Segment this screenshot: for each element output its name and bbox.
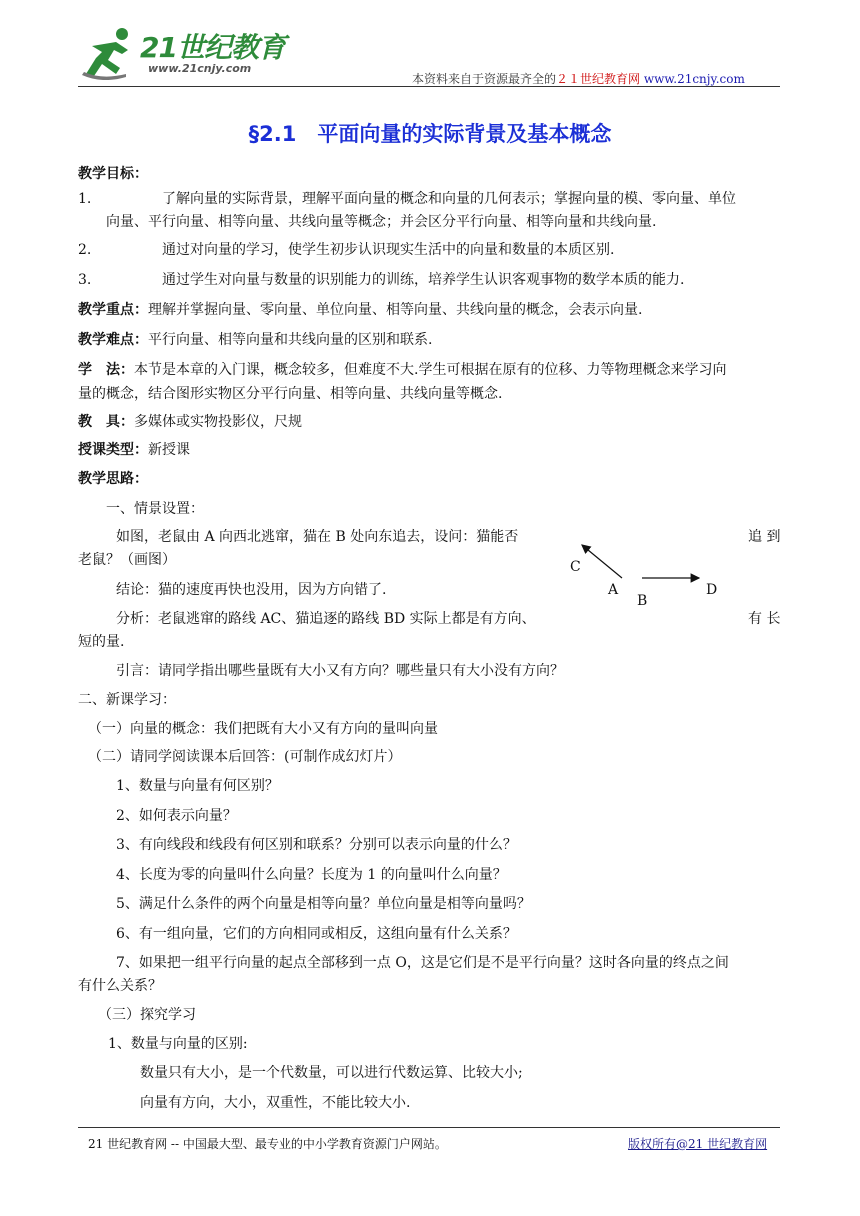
lesson-type-text: 新授课 (148, 442, 190, 458)
vector-figure-svg (560, 536, 740, 616)
section1-p3-right: 有 长 (748, 611, 781, 627)
key-points (78, 300, 642, 320)
diff-line2: 向量有方向，大小，双重性，不能比较大小. (140, 1095, 411, 1111)
figure-label-c: C (570, 559, 581, 575)
approach-label: 教学思路： (78, 471, 148, 487)
diff-heading: 1、数量与向量的区别: (108, 1036, 248, 1052)
tools-text: 多媒体或实物投影仪，尺规 (134, 414, 302, 430)
logo-url-text: www.21cnjy.com (148, 62, 252, 75)
difficulties-text: 平行向量、相等向量和共线向量的区别和联系. (148, 332, 433, 348)
objective-1-line1: 了解向量的实际背景，理解平面向量的概念和向量的几何表示；掌握向量的模、零向量、单位 (162, 191, 736, 207)
logo-main-text: 21世纪教育 (140, 31, 285, 64)
key-points-text: 理解并掌握向量、零向量、单位向量、相等向量、共线向量的概念，会表示向量. (148, 302, 643, 318)
header-divider (78, 86, 780, 87)
method-text-1: 本节是本章的入门课，概念较多，但难度不大.学生可根据在原有的位移、力等物理概念来学习向 (134, 362, 727, 378)
page-title: §2.1 平面向量的实际背景及基本概念 (248, 122, 612, 146)
tools-label: 教 具： (78, 414, 134, 430)
diff-line1: 数量只有大小，是一个代数量，可以进行代数运算、比较大小; (140, 1065, 523, 1081)
tools (78, 412, 302, 432)
figure-label-d: D (706, 582, 718, 598)
section1-p2: 结论：猫的速度再快也没用，因为方向错了. (116, 582, 387, 598)
section1-heading: 一、情景设置： (106, 501, 204, 517)
section1-p3-line2: 短的量. (78, 634, 125, 650)
section1-p1-right: 追 到 (748, 529, 781, 545)
section2-concept: （一）向量的概念：我们把既有大小又有方向的量叫向量 (88, 721, 438, 737)
section1-p4: 引言：请同学指出哪些量既有大小又有方向？哪些量只有大小没有方向？ (116, 663, 564, 679)
section2-read: （二）请同学阅读课本后回答：(可制作成幻灯片） (88, 749, 402, 765)
section2-heading: 二、新课学习： (78, 692, 176, 708)
method-line2: 量的概念，结合图形实物区分平行向量、相等向量、共线向量等概念. (78, 386, 503, 402)
footer-divider (78, 1127, 780, 1128)
site-logo (82, 22, 302, 82)
method-label: 学 法： (78, 362, 134, 378)
question-7-line1: 7、如果把一组平行向量的起点全部移到一点 O，这是它们是不是平行向量？这时各向量的终点之间 (116, 955, 729, 971)
objective-1-num: 1. (78, 191, 92, 207)
objectives-label: 教学目标： (78, 166, 148, 182)
difficulties (78, 330, 432, 350)
lesson-type-label: 授课类型： (78, 442, 148, 458)
vector-figure (560, 536, 740, 616)
objective-1-line2: 向量、平行向量、相等向量、共线向量等概念；并会区分平行向量、相等向量和共线向量. (106, 214, 657, 230)
lesson-type (78, 440, 190, 460)
header-source-url[interactable]: www.21cnjy.com (643, 72, 745, 86)
objective-2-line1: 通过对向量的学习，使学生初步认识现实生活中的向量和数量的本质区别. (162, 242, 615, 258)
vector-ac-arrow (582, 545, 622, 578)
question-4: 4、长度为零的向量叫什么向量？长度为 1 的向量叫什么向量？ (116, 867, 507, 883)
question-7-line2: 有什么关系？ (78, 978, 162, 994)
objective-2-num: 2. (78, 242, 92, 258)
footer-left: 21 世纪教育网 -- 中国最大型、最专业的中小学教育资源门户网站。 (88, 1137, 447, 1151)
objective-3-num: 3. (78, 272, 92, 288)
footer-copyright-link[interactable]: 版权所有@21 世纪教育网 (628, 1137, 768, 1151)
section1-p1-left: 如图，老鼠由 A 向西北逃窜，猫在 B 处向东追去，设问：猫能否 (116, 529, 519, 545)
question-5: 5、满足什么条件的两个向量是相等向量？单位向量是相等向量吗？ (116, 896, 531, 912)
runner-logo-icon (82, 24, 142, 80)
figure-label-a: A (608, 582, 619, 598)
figure-label-b: B (637, 593, 648, 609)
header-source-prefix: 本资料来自于资源最齐全的 (412, 72, 557, 86)
question-1: 1、数量与向量有何区别？ (116, 778, 279, 794)
objective-3-line1: 通过学生对向量与数量的识别能力的训练，培养学生认识客观事物的数学本质的能力. (162, 272, 685, 288)
header-source-name: ２１世纪教育网 (556, 72, 641, 86)
header-source (412, 70, 745, 87)
difficulties-label: 教学难点： (78, 332, 148, 348)
method-line1 (78, 360, 726, 380)
question-6: 6、有一组向量，它们的方向相同或相反，这组向量有什么关系？ (116, 926, 517, 942)
question-3: 3、有向线段和线段有何区别和联系？分别可以表示向量的什么？ (116, 837, 517, 853)
question-2: 2、如何表示向量？ (116, 808, 237, 824)
section2-explore: （三）探究学习 (98, 1007, 196, 1023)
key-points-label: 教学重点： (78, 302, 148, 318)
section1-p1-line2: 老鼠？（画图） (78, 552, 176, 568)
section1-p3-left: 分析：老鼠逃窜的路线 AC、猫追逐的路线 BD 实际上都是有方向、 (116, 611, 536, 627)
